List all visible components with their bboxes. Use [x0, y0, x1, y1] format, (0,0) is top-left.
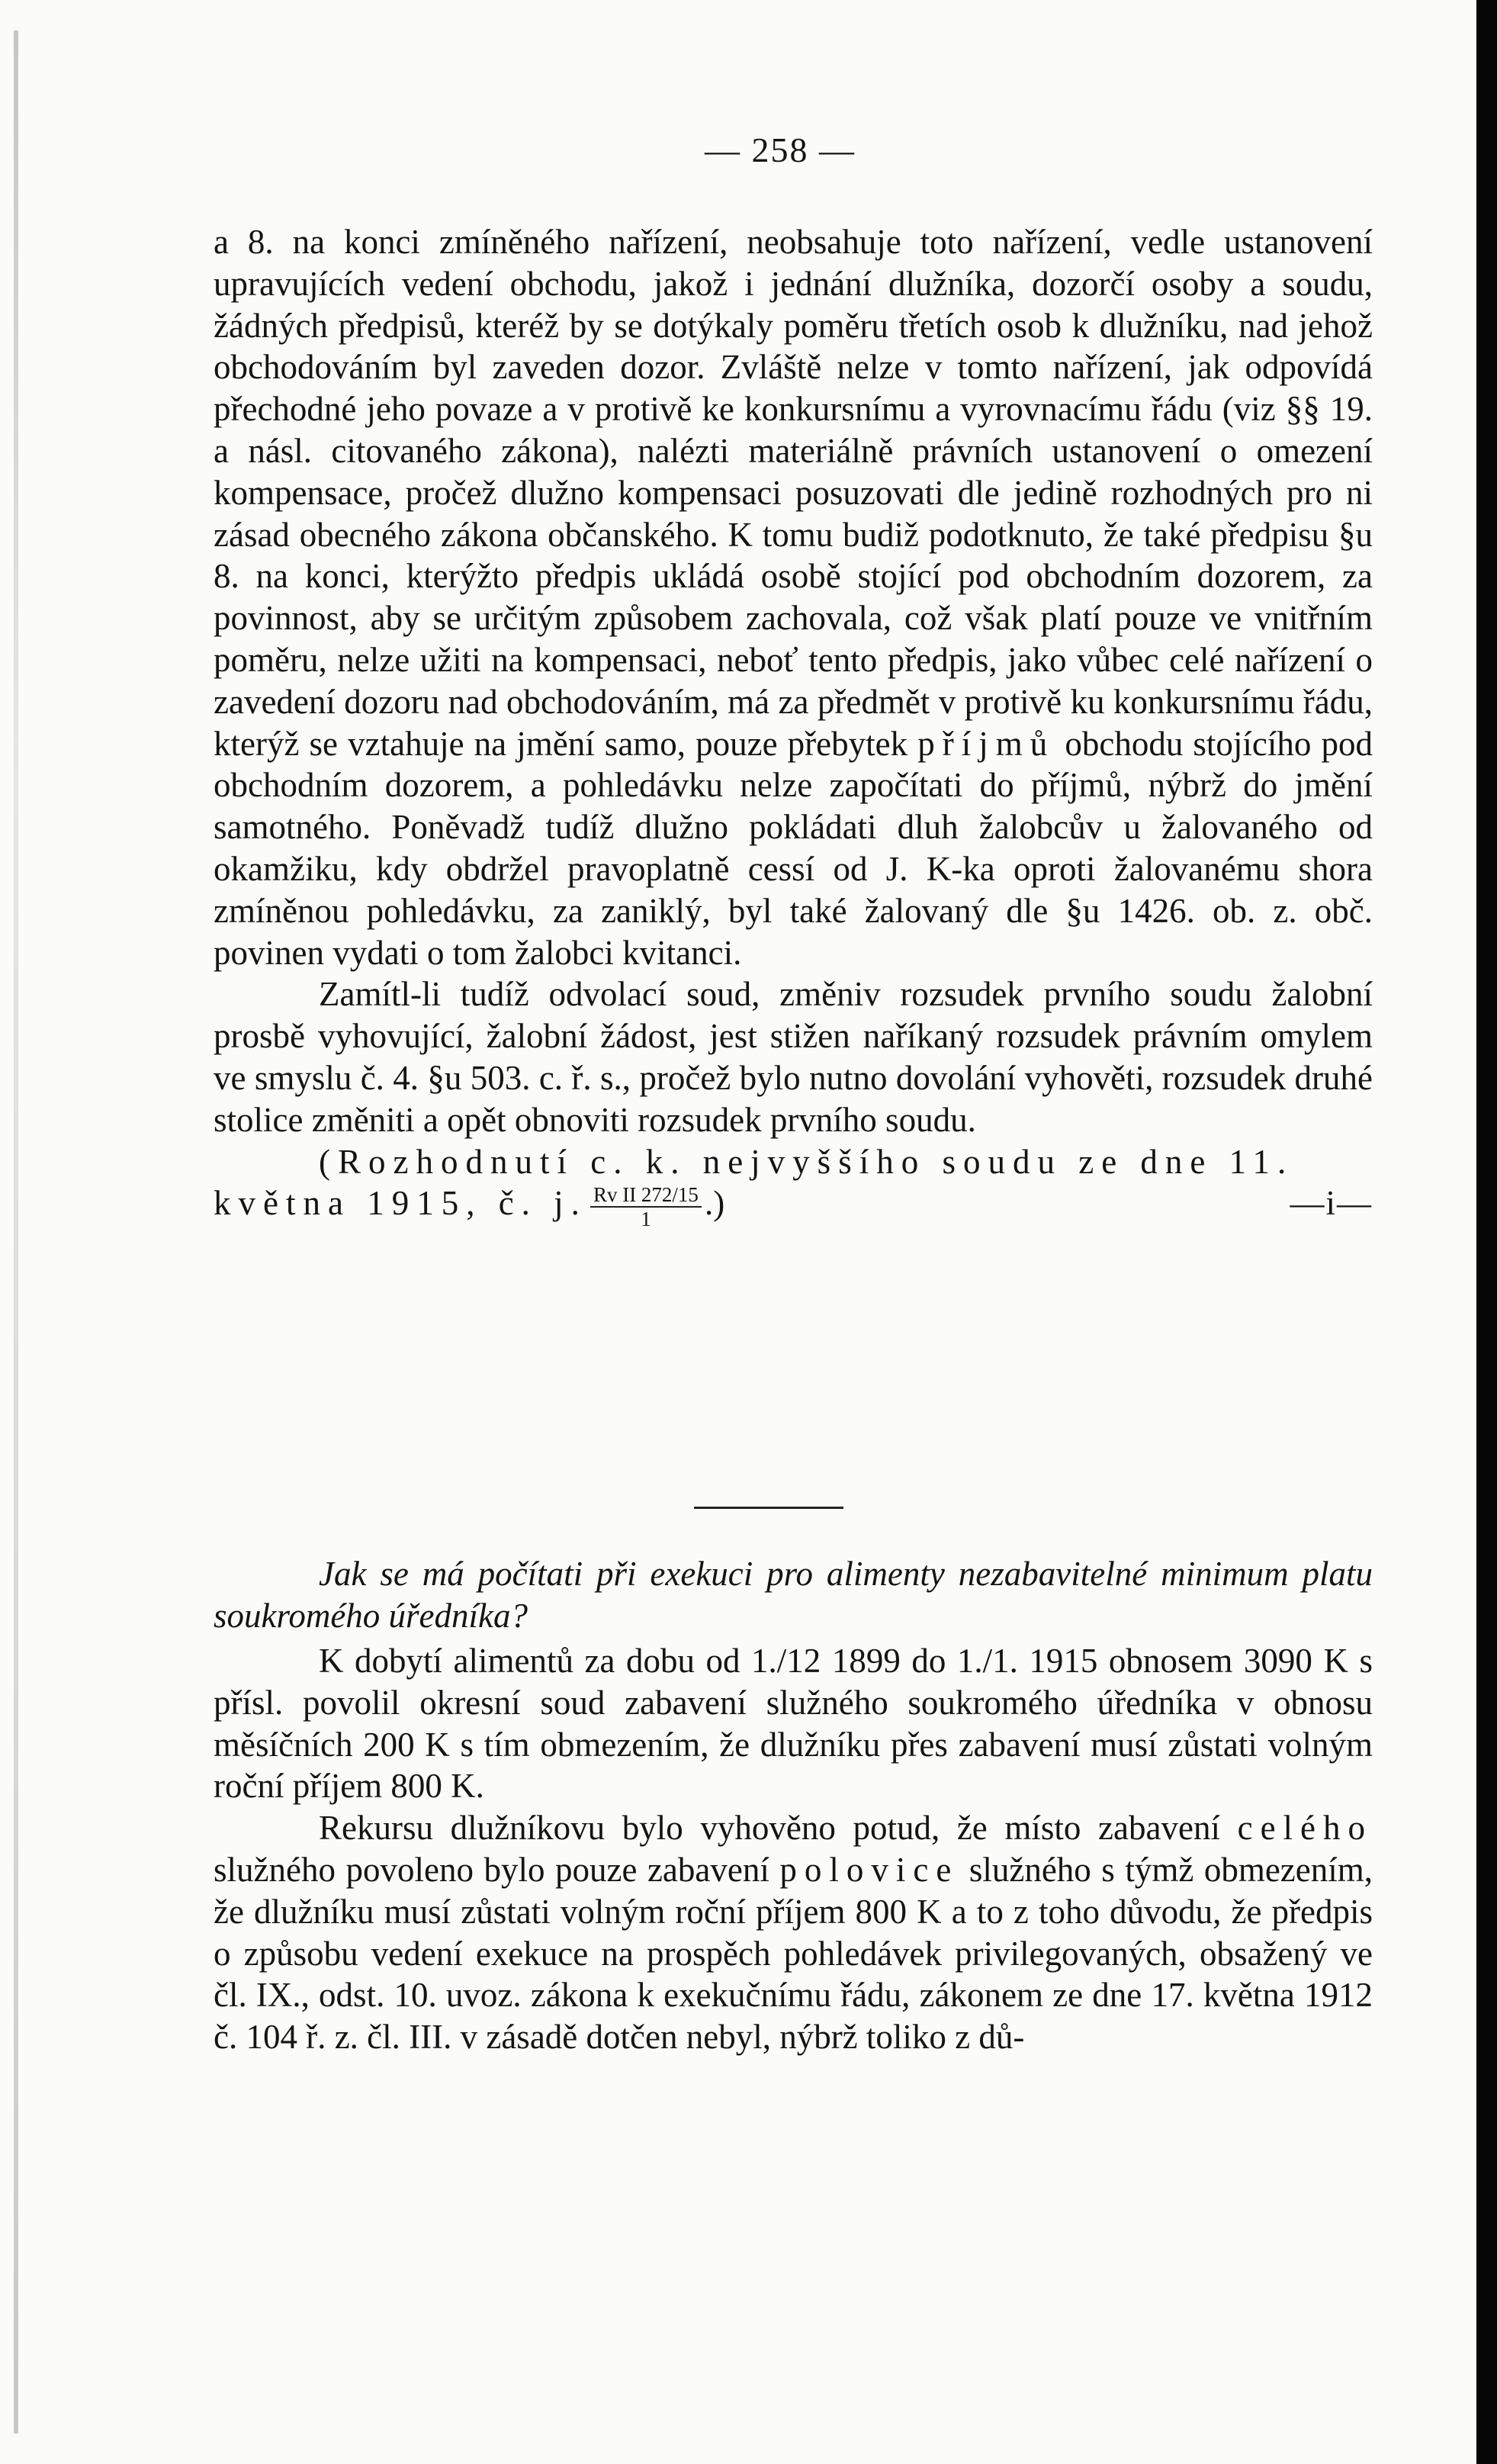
- section-divider: [694, 1507, 843, 1509]
- page-number: — 258 —: [705, 130, 856, 169]
- paragraph-text: služného s týmž obmezením, že dlužníku musí zůstati volným roční příjem 800 K a to z toho důvodu, že předpis o způsobu vedení exekuce na prospěch pohledávek privilegovaných, obsažený ve čl. IX., odst. 10. uvoz. zákona k exekučnímu řádu, zákonem ze dne 17. května 1912 č. 104 ř. z. čl. III. v zásadě dotčen nebyl, nýbrž toliko z dů-: [214, 1850, 1373, 2057]
- scan-border: [1476, 0, 1497, 2464]
- paragraph-text: Rekursu dlužníkovu bylo vyhověno potud, že místo zabavení: [319, 1809, 1220, 1848]
- emphasized-word: celého: [1237, 1809, 1373, 1848]
- reference-close: .): [704, 1184, 725, 1223]
- case-number-fraction: [590, 1183, 702, 1230]
- emphasized-word: příjmů: [917, 724, 1055, 763]
- decision-reference: (Rozhodnutí c. k. nejvyššího soudu ze dne 11.: [319, 1142, 1294, 1181]
- paragraph: Zamítl-li tudíž odvolací soud, změniv rozsudek prvního soudu žalobní prosbě vyhovující, žalobní žádost, jest stižen naříkaný rozsudek právním omylem ve smyslu č. 4. §u 503. c. ř. s., pročež bylo nutno dovolání vyhověti, rozsudek druhé stolice změniti a opět obnoviti rozsudek prvního soudu.: [214, 975, 1373, 1139]
- paragraph: K dobytí alimentů za dobu od 1./12 1899 do 1./1. 1915 obnosem 3090 K s přísl. povolil okresní soud zabavení služného soukromého úředníka v obnosu měsíčních 200 K s tím obmezením, že dlužníku přes zabavení musí zůstati volným roční příjem 800 K.: [214, 1642, 1373, 1806]
- decision-reference-line: [214, 1182, 1373, 1230]
- section-text: [214, 1640, 1373, 2058]
- page-edge-shadow: [14, 31, 18, 2433]
- author-signature: —i—: [1290, 1184, 1373, 1223]
- section-heading: Jak se má počítati při exekuci pro alimenty nezabavitelné minimum platu soukromého úředníka?: [214, 1555, 1373, 1635]
- case-number-denominator: 1: [641, 1208, 651, 1230]
- decision-date: května 1915, č. j.: [214, 1184, 587, 1223]
- paragraph-text: služného povoleno bylo pouze zabavení: [214, 1850, 769, 1889]
- emphasized-word: polovice: [779, 1850, 959, 1889]
- paragraph-text: a 8. na konci zmíněného nařízení, neobsahuje toto nařízení, vedle ustanovení upravujících vedení obchodu, jakož i jednání dlužníka, dozorčí osoby a soudu, žádných předpisů, kteréž by se dotýkaly poměru třetích osob k dlužníku, nad jehož obchodováním byl zaveden dozor. Zvláště nelze v tomto nařízení, jak odpovídá přechodné jeho povaze a v protivě ke konkursnímu a vyrovnacímu řádu (viz §§ 19. a násl. citovaného zákona), nalézti materiálně právních ustanovení o omezení kompensace, pročež dlužno kompensaci posuzovati dle jedině rozhodných pro ni zásad obecného zákona občanského. K tomu budiž podotknuto, že také předpisu §u 8. na konci, kterýžto předpis ukládá osobě stojící pod obchodním dozorem, za povinnost, aby se určitým způsobem zachovala, což však platí pouze ve vnitřním poměru, nelze užiti na kompensaci, neboť tento předpis, jako vůbec celé nařízení o zavedení dozoru nad obchodováním, má za předmět v protivě ku konkursnímu řádu, kterýž se vztahuje na jmění samo, pouze přebytek: [214, 223, 1373, 763]
- case-number-numerator: Rv II 272/15: [590, 1183, 702, 1208]
- paragraph: [214, 1807, 1373, 2058]
- paragraph-text: obchodu stojícího pod obchodním dozorem, a pohledávku nelze započítati do příjmů, nýbrž do jmění samotného. Poněvadž tudíž dlužno pokládati dluh žalobcův u žalovaného od okamžiku, kdy obdržel pravoplatně cessí od J. K-ka oproti žalovanému shora zmíněnou pohledávku, za zaniklý, byl také žalovaný dle §u 1426. ob. z. obč. povinen vydati o tom žalobci kvitanci.: [214, 724, 1373, 972]
- main-text: [214, 221, 1373, 1230]
- paragraph-continued: [214, 221, 1373, 973]
